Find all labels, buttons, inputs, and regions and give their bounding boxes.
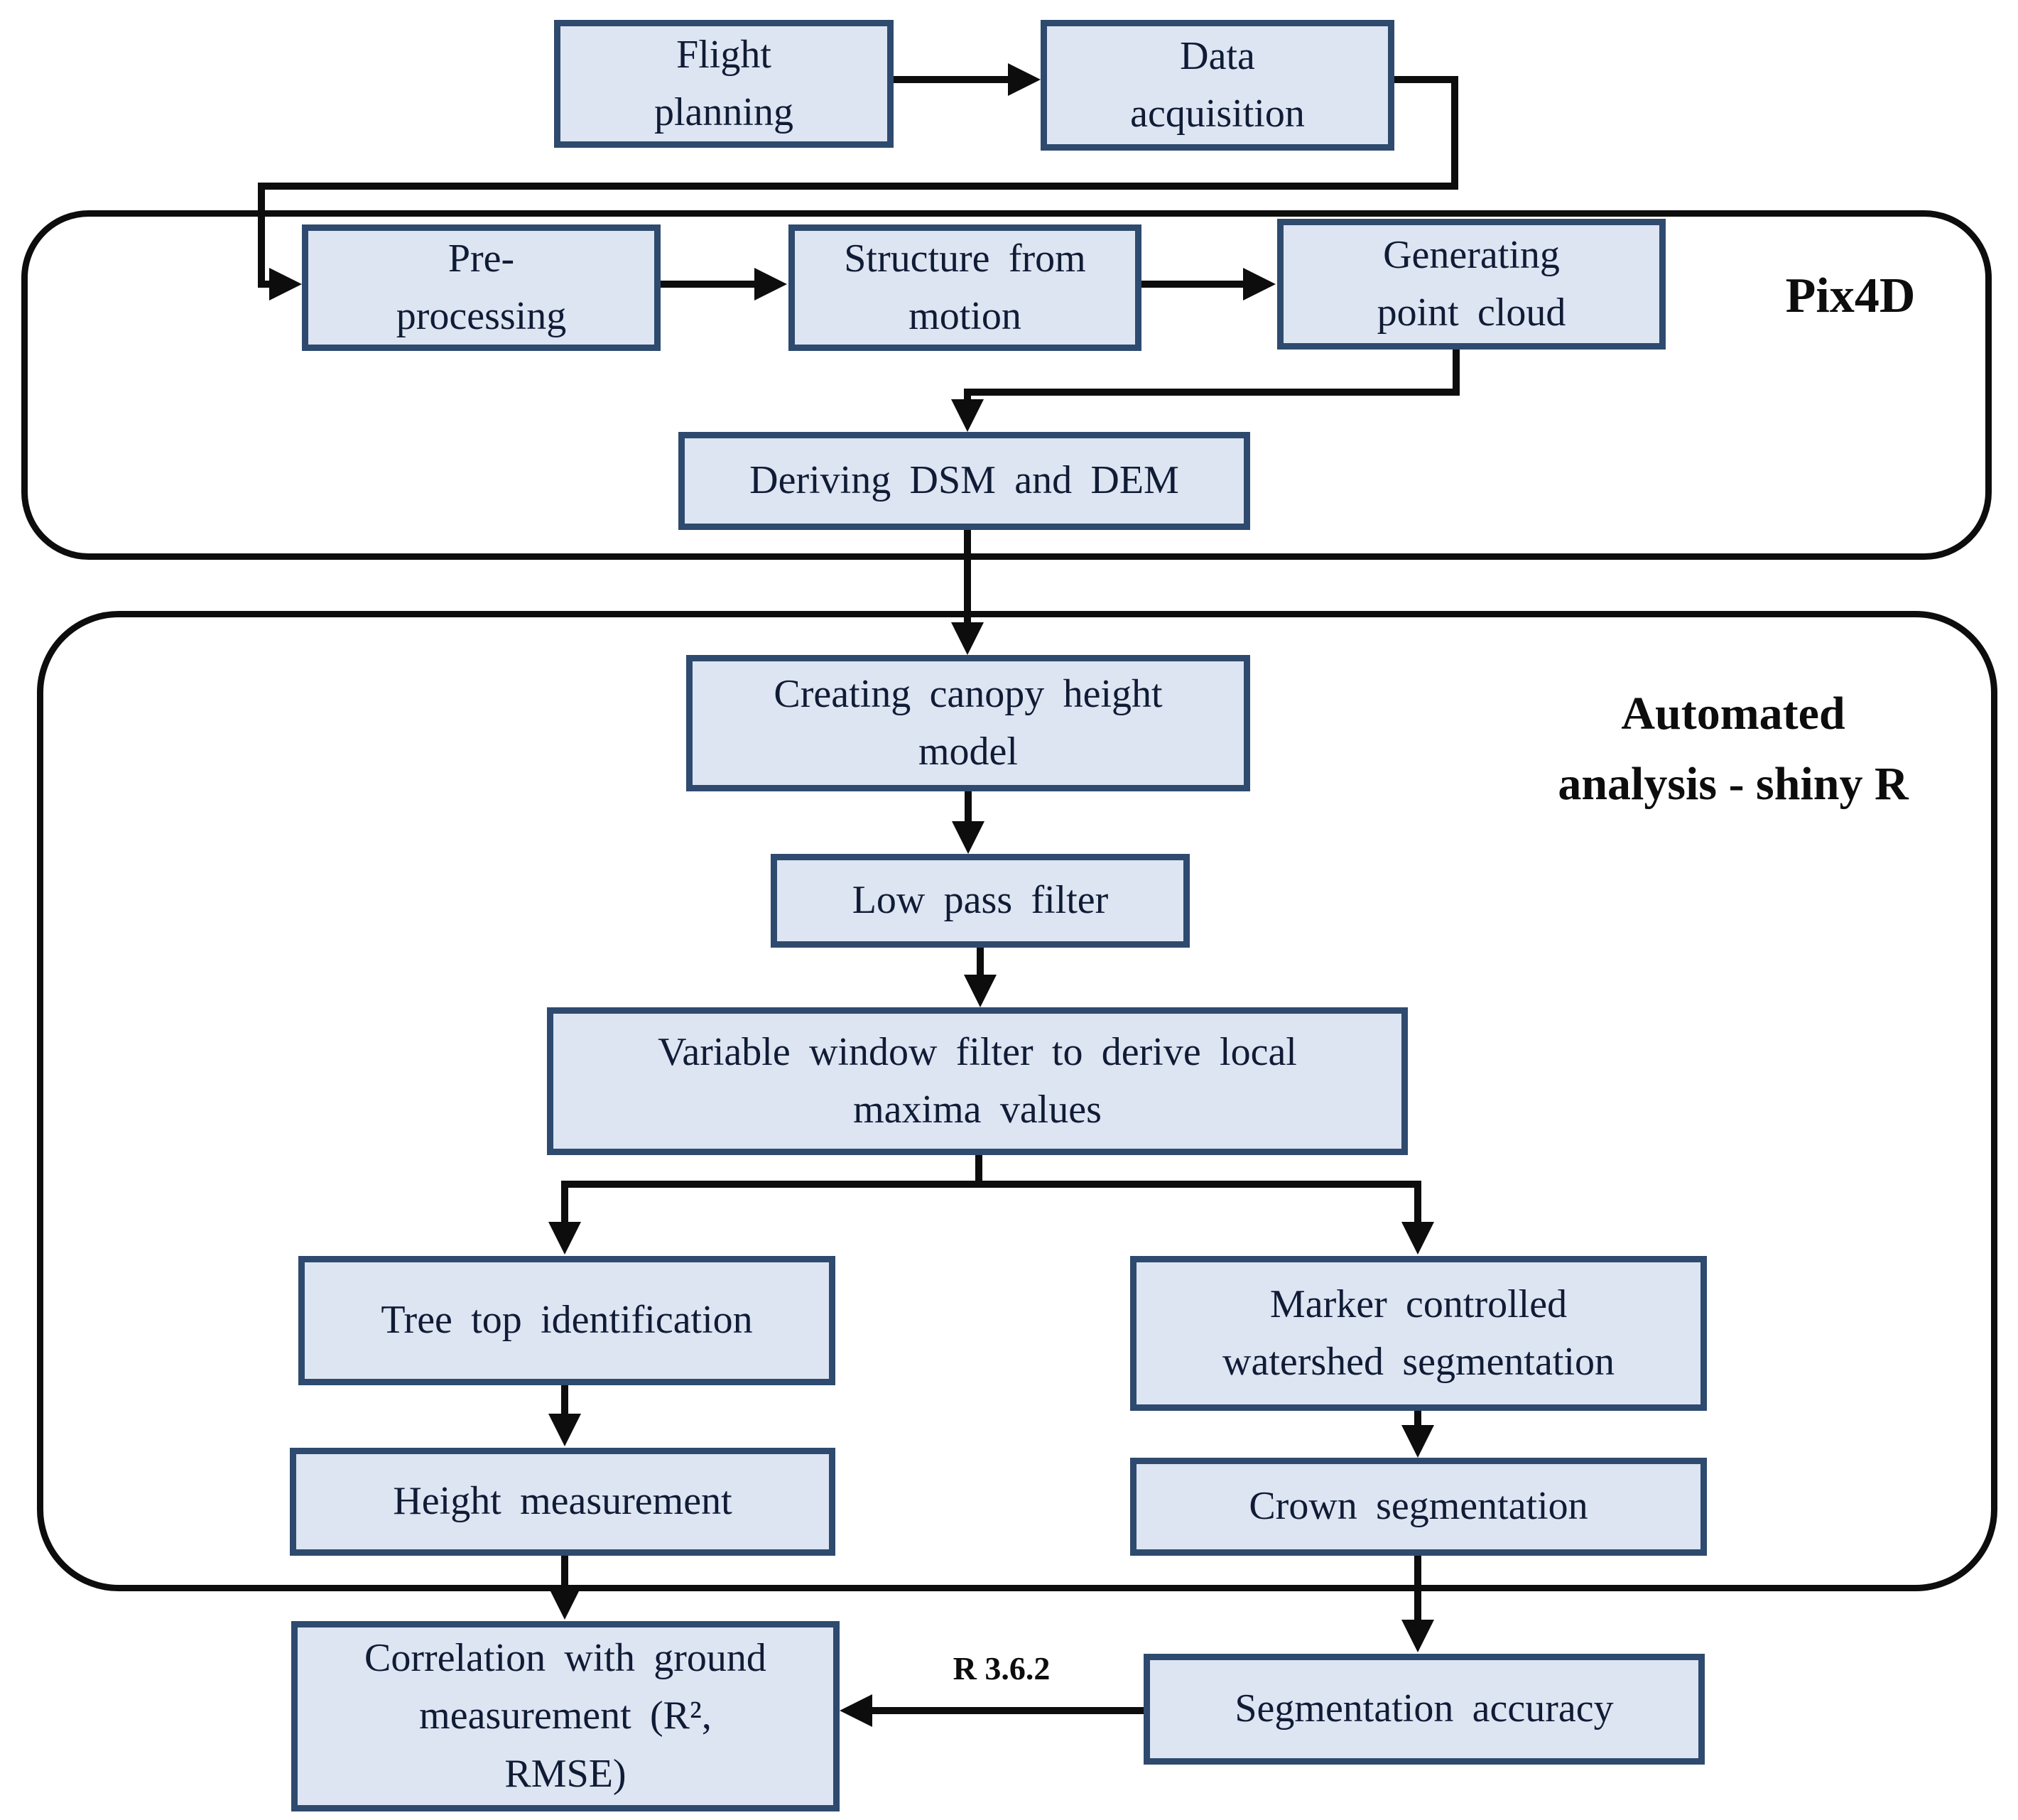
arrowhead-into-data-acquisition bbox=[1008, 63, 1041, 96]
edge-segacc-to-correlation bbox=[872, 1707, 1144, 1714]
edge-flight-to-data bbox=[894, 76, 1011, 83]
node-marker-watershed bbox=[1130, 1256, 1707, 1411]
edge-pc-elbow-h1 bbox=[964, 389, 1460, 396]
node-height-measurement bbox=[290, 1448, 835, 1556]
container-shiny-r-label-line1: Automated bbox=[1621, 688, 1845, 740]
node-creating-chm-line2: model bbox=[918, 730, 1018, 774]
container-pix4d-label: Pix4D bbox=[1785, 269, 1916, 323]
node-pre-processing-line2: processing bbox=[396, 294, 567, 338]
arrowhead-into-correlation-right bbox=[840, 1694, 872, 1727]
edge-branch-right-v bbox=[1414, 1181, 1421, 1225]
arrowhead-into-pre-processing bbox=[269, 268, 302, 300]
node-deriving-dsm-dem-line1: Deriving DSM and DEM bbox=[749, 458, 1179, 503]
node-segmentation-accuracy-line1: Segmentation accuracy bbox=[1235, 1686, 1614, 1731]
arrowhead-into-height bbox=[548, 1414, 581, 1446]
node-creating-chm-line1: Creating canopy height bbox=[774, 671, 1163, 716]
node-correlation-ground bbox=[291, 1621, 840, 1811]
arrowhead-into-deriving bbox=[951, 399, 984, 432]
node-variable-window-filter-line2: maxima values bbox=[853, 1088, 1102, 1132]
node-crown-segmentation bbox=[1130, 1458, 1707, 1556]
node-low-pass-filter-line1: Low pass filter bbox=[852, 878, 1109, 923]
edge-label-r-version: R 3.6.2 bbox=[953, 1650, 1051, 1686]
container-shiny-r-label bbox=[1463, 678, 2003, 819]
node-generating-point-cloud bbox=[1277, 219, 1666, 350]
node-deriving-dsm-dem bbox=[678, 432, 1250, 530]
node-data-acquisition bbox=[1041, 20, 1394, 151]
node-tree-top-identification-line1: Tree top identification bbox=[381, 1298, 753, 1343]
node-flight-planning bbox=[554, 20, 894, 148]
node-data-acquisition-line1: Data bbox=[1180, 33, 1255, 78]
arrowhead-into-treetop bbox=[548, 1222, 581, 1255]
arrowhead-into-crown bbox=[1401, 1425, 1434, 1458]
arrowhead-into-sfm bbox=[754, 268, 787, 300]
arrowhead-into-pointcloud bbox=[1243, 268, 1276, 300]
node-crown-segmentation-line1: Crown segmentation bbox=[1249, 1484, 1588, 1529]
node-structure-from-motion-line1: Structure from bbox=[844, 236, 1086, 281]
edge-data-elbow-v2 bbox=[258, 183, 265, 288]
node-variable-window-filter-line1: Variable window filter to derive local bbox=[658, 1029, 1297, 1074]
arrowhead-into-segacc bbox=[1401, 1620, 1434, 1652]
arrowhead-into-chm bbox=[951, 622, 984, 655]
edge-pre-to-sfm bbox=[661, 281, 757, 288]
node-data-acquisition-line2: acquisition bbox=[1130, 92, 1305, 136]
edge-deriving-to-chm bbox=[964, 530, 971, 625]
node-correlation-ground-line1: Correlation with ground bbox=[364, 1636, 766, 1681]
node-variable-window-filter bbox=[547, 1007, 1408, 1155]
node-creating-chm bbox=[686, 655, 1250, 791]
edge-branch-left-v bbox=[561, 1181, 568, 1225]
node-correlation-ground-line2: measurement (R², bbox=[419, 1694, 712, 1738]
edge-crown-to-segacc bbox=[1414, 1556, 1421, 1623]
node-height-measurement-line1: Height measurement bbox=[393, 1479, 732, 1524]
node-structure-from-motion-line2: motion bbox=[908, 294, 1021, 338]
node-structure-from-motion bbox=[788, 224, 1141, 351]
edge-data-elbow-v1 bbox=[1451, 76, 1458, 190]
arrowhead-into-vwf bbox=[964, 975, 997, 1007]
node-flight-planning-line2: planning bbox=[654, 90, 793, 134]
arrowhead-into-correlation bbox=[548, 1587, 581, 1620]
node-pre-processing bbox=[302, 224, 661, 351]
node-correlation-ground-line3: RMSE) bbox=[504, 1751, 626, 1796]
node-pre-processing-line1: Pre- bbox=[447, 236, 515, 281]
node-tree-top-identification bbox=[298, 1256, 835, 1385]
edge-height-to-correlation bbox=[561, 1556, 568, 1590]
edge-data-elbow-h1 bbox=[1394, 76, 1458, 83]
node-generating-point-cloud-line1: Generating bbox=[1383, 232, 1560, 277]
arrowhead-into-watershed bbox=[1401, 1222, 1434, 1255]
node-segmentation-accuracy bbox=[1144, 1654, 1705, 1765]
edge-sfm-to-pointcloud bbox=[1141, 281, 1246, 288]
node-flight-planning-line1: Flight bbox=[676, 32, 771, 77]
node-low-pass-filter bbox=[771, 854, 1190, 948]
node-marker-watershed-line1: Marker controlled bbox=[1269, 1282, 1568, 1326]
arrowhead-into-lowpass bbox=[952, 821, 984, 854]
container-shiny-r-label-line2: analysis - shiny R bbox=[1558, 758, 1909, 810]
edge-data-elbow-h2 bbox=[258, 183, 1458, 190]
edge-branch-horizontal bbox=[561, 1181, 1421, 1188]
edge-chm-to-lowpass bbox=[965, 791, 972, 825]
node-generating-point-cloud-line2: point cloud bbox=[1377, 291, 1566, 335]
node-marker-watershed-line2: watershed segmentation bbox=[1222, 1340, 1615, 1384]
